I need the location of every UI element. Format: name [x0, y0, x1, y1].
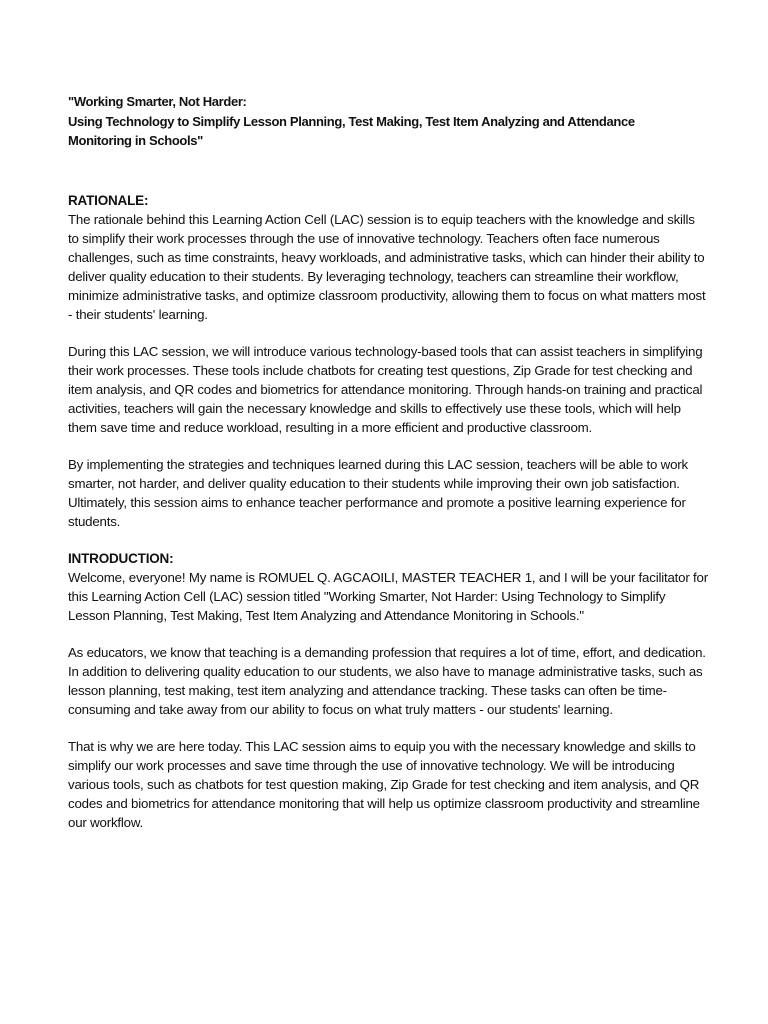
title-line: Using Technology to Simplify Lesson Planning, Test Making, Test Item Analyzing and Attendance	[68, 113, 635, 129]
introduction-heading: INTRODUCTION:	[68, 550, 174, 566]
title-line: "Working Smarter, Not Harder:	[68, 94, 247, 109]
title-line: Monitoring in Schools"	[68, 133, 203, 148]
rationale-paragraph: By implementing the strategies and techniques learned during this LAC session, teachers will be able to work smarter, not harder, and deliver quality education to their students while improving their own job satisfaction. Ultimately, this session aims to enhance teacher performance and promote a positive learning experience for students.	[68, 456, 688, 529]
rationale-heading: RATIONALE:	[68, 192, 149, 208]
rationale-section	[68, 191, 708, 531]
introduction-paragraph: Welcome, everyone! My name is ROMUEL Q. AGCAOILI, MASTER TEACHER 1, and I will be your facilitator for this Learning Action Cell (LAC) session titled "Working Smarter, Not Harder: Using Technology to Simplify Lesson Planning, Test Making, Test Item Analyzing and Attendance Monitoring in Schools."	[68, 569, 708, 623]
document-title	[68, 92, 708, 151]
rationale-paragraph: During this LAC session, we will introduce various technology-based tools that can assist teachers in simplifying their work processes. These tools include chatbots for creating test questions, Zip Grade for test checking and item analysis, and QR codes and biometrics for attendance monitoring. Through hands-on training and practical activities, teachers will gain the necessary knowledge and skills to effectively use these tools, which will help them save time and reduce workload, resulting in a more efficient and productive classroom.	[68, 343, 703, 435]
rationale-paragraph: The rationale behind this Learning Action Cell (LAC) session is to equip teachers with the knowledge and skills to simplify their work processes through the use of innovative technology. Teachers often face numerous challenges, such as time constraints, heavy workloads, and administrative tasks, which can hinder their ability to deliver quality education to their students. By leveraging technology, teachers can streamline their workflow, minimize administrative tasks, and optimize classroom productivity, allowing them to focus on what matters most - their students' learning.	[68, 211, 706, 322]
introduction-paragraph: That is why we are here today. This LAC session aims to equip you with the necessary knowledge and skills to simplify our work processes and save time through the use of innovative technology. We will be introducing various tools, such as chatbots for test question making, Zip Grade for test checking and item analysis, and QR codes and biometrics for attendance monitoring that will help us optimize classroom productivity and streamline our workflow.	[68, 738, 700, 830]
introduction-paragraph: As educators, we know that teaching is a demanding profession that requires a lot of time, effort, and dedication. In addition to delivering quality education to our students, we also have to manage administrative tasks, such as lesson planning, test making, test item analyzing and attendance tracking. These tasks can often be time-consuming and take away from our ability to focus on what truly matters - our students' learning.	[68, 644, 706, 717]
introduction-section	[68, 549, 708, 832]
